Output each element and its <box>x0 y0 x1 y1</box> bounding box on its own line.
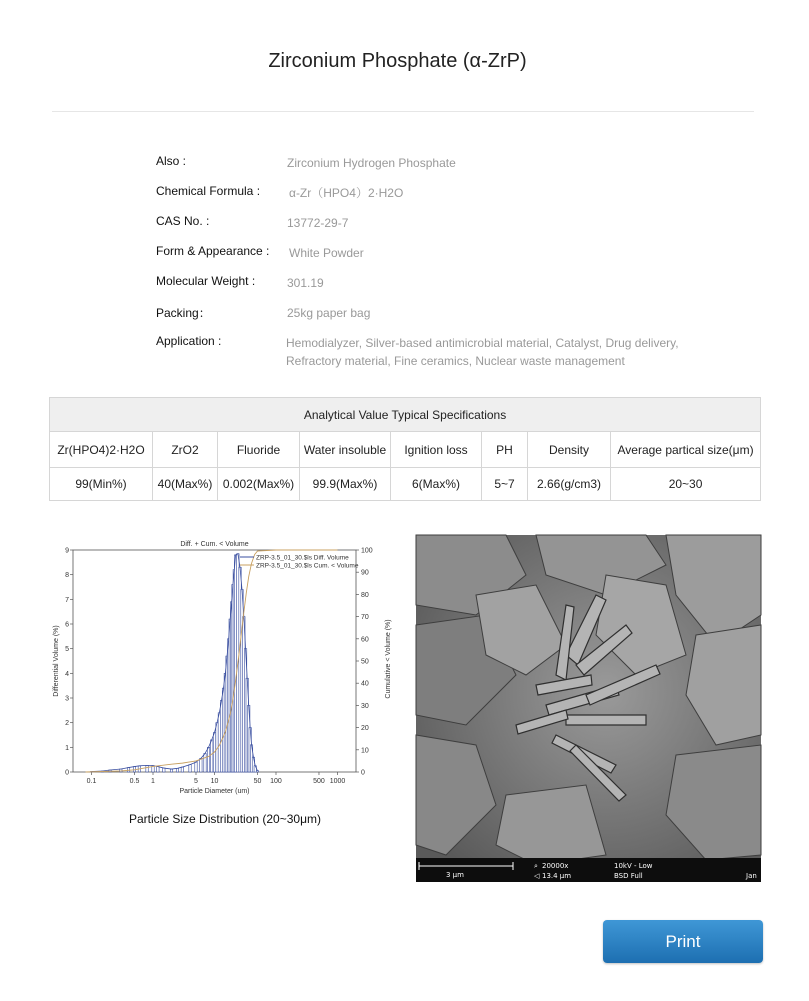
legend-entry-diff: ZRP-3.5_01_30.$ls Diff. Volume <box>256 554 349 562</box>
sem-width-icon: ◁ <box>534 872 540 880</box>
y2-tick-label: 40 <box>361 680 369 688</box>
x-tick-label: 5 <box>194 778 198 785</box>
psd-bar <box>189 765 191 772</box>
psd-bar <box>176 768 178 772</box>
y-tick-label: 0 <box>65 769 69 777</box>
psd-bar <box>204 754 206 773</box>
spec-table-caption: Analytical Value Typical Specifications <box>50 398 761 432</box>
property-value: White Powder <box>289 246 364 260</box>
spec-header: Density <box>528 432 611 468</box>
y2-tick-label: 20 <box>361 725 369 733</box>
psd-bar <box>256 771 258 772</box>
property-label: CAS No. : <box>156 214 210 228</box>
y2-tick-label: 70 <box>361 614 369 622</box>
property-value: α-Zr（HPO4）2·H2O <box>289 186 404 200</box>
x-tick-label: 1 <box>151 778 155 785</box>
psd-bar <box>163 768 165 772</box>
spec-header: Zr(HPO4)2·H2O <box>50 432 153 468</box>
page-title: Zirconium Phosphate (α-ZrP) <box>268 50 527 72</box>
psd-bar <box>195 762 197 772</box>
spec-header: ZrO2 <box>153 432 218 468</box>
property-value: 13772-29-7 <box>287 216 349 230</box>
spec-value: 5~7 <box>482 468 528 501</box>
sem-magnification: 20000x <box>542 862 569 870</box>
spec-header: PH <box>482 432 528 468</box>
y-tick-label: 1 <box>65 744 69 752</box>
property-value: Hemodialyzer, Silver-based antimicrobial material, Catalyst, Drug delivery, Refractory material, Fine ceramics, Nuclear waste management <box>286 336 679 368</box>
spec-table <box>49 397 761 501</box>
y-tick-label: 4 <box>65 670 69 678</box>
y2-tick-label: 80 <box>361 591 369 599</box>
y-tick-label: 9 <box>65 547 69 555</box>
property-label: Packing： <box>156 306 211 320</box>
x-tick-label: 0.1 <box>86 778 97 785</box>
spec-value: 99.9(Max%) <box>300 468 391 501</box>
x-tick-label: 1000 <box>329 778 346 785</box>
property-value: Zirconium Hydrogen Phosphate <box>287 156 456 170</box>
spec-value: 99(Min%) <box>50 468 153 501</box>
chart-y-axis-label: Differential Volume (%) <box>53 625 60 697</box>
property-label: Molecular Weight : <box>156 274 256 288</box>
psd-bar <box>170 769 172 772</box>
property-label: Also : <box>156 154 187 168</box>
sem-field-width: 13.4 μm <box>542 872 572 880</box>
chart-x-axis-label: Particle Diameter (um) <box>179 788 250 795</box>
y-tick-label: 6 <box>65 621 69 629</box>
spec-header: Fluoride <box>218 432 300 468</box>
property-value: 301.19 <box>287 276 324 290</box>
y2-tick-label: 50 <box>361 658 369 666</box>
psd-bar <box>157 767 159 772</box>
print-button[interactable]: Print <box>603 920 763 963</box>
spec-table-header-row <box>50 432 761 468</box>
property-value: 25kg paper bag <box>287 306 371 320</box>
x-tick-label: 0.5 <box>129 778 140 785</box>
spec-value: 2.66(g/cm3) <box>528 468 611 501</box>
spec-table-caption-row <box>50 398 761 432</box>
x-tick-label: 50 <box>253 778 262 785</box>
x-tick-label: 100 <box>270 778 282 785</box>
psd-bar <box>146 765 148 772</box>
psd-caption: Particle Size Distribution (20~30μm) <box>129 812 321 826</box>
x-tick-label: 10 <box>210 778 219 785</box>
spec-value: 0.002(Max%) <box>218 468 300 501</box>
series-line-cum-volume <box>86 550 338 772</box>
y2-tick-label: 60 <box>361 636 369 644</box>
spec-table-value-row <box>50 468 761 501</box>
y2-tick-label: 100 <box>361 547 373 555</box>
spec-value: 40(Max%) <box>153 468 218 501</box>
x-tick-label: 500 <box>313 778 325 785</box>
psd-bar <box>181 767 183 772</box>
spec-header: Water insoluble <box>300 432 391 468</box>
chart-title: Diff. + Cum. < Volume <box>180 541 249 548</box>
property-label: Chemical Formula : <box>156 184 261 198</box>
sem-detector: BSD Full <box>614 872 643 880</box>
y-tick-label: 7 <box>65 596 69 604</box>
legend-entry-cum: ZRP-3.5_01_30.$ls Cum. < Volume <box>256 562 359 570</box>
sem-scale-bar: 3 μm <box>446 871 464 879</box>
spec-header: Ignition loss <box>391 432 482 468</box>
spec-header: Average partical size(μm) <box>611 432 761 468</box>
y2-tick-label: 30 <box>361 702 369 710</box>
y2-tick-label: 90 <box>361 569 369 577</box>
y-tick-label: 3 <box>65 695 69 703</box>
y-tick-label: 2 <box>65 720 69 728</box>
psd-bar <box>210 740 212 772</box>
y2-tick-label: 0 <box>361 769 365 777</box>
property-label: Application : <box>156 334 222 348</box>
y-tick-label: 5 <box>65 646 69 654</box>
y2-tick-label: 10 <box>361 747 369 755</box>
spec-value: 6(Max%) <box>391 468 482 501</box>
sem-tag: Jan <box>746 872 757 880</box>
property-label: Form & Appearance : <box>156 244 270 258</box>
y-tick-label: 8 <box>65 572 69 580</box>
spec-value: 20~30 <box>611 468 761 501</box>
chart-y2-axis-label: Cumulative < Volume (%) <box>385 619 392 699</box>
particle-size-chart <box>40 535 392 800</box>
psd-bar <box>200 758 202 772</box>
psd-bar <box>207 747 209 772</box>
sem-voltage: 10kV - Low <box>614 862 653 870</box>
sem-zoom-icon: ⌕ <box>534 862 538 870</box>
title-divider <box>52 111 754 112</box>
sem-micrograph <box>416 535 761 882</box>
